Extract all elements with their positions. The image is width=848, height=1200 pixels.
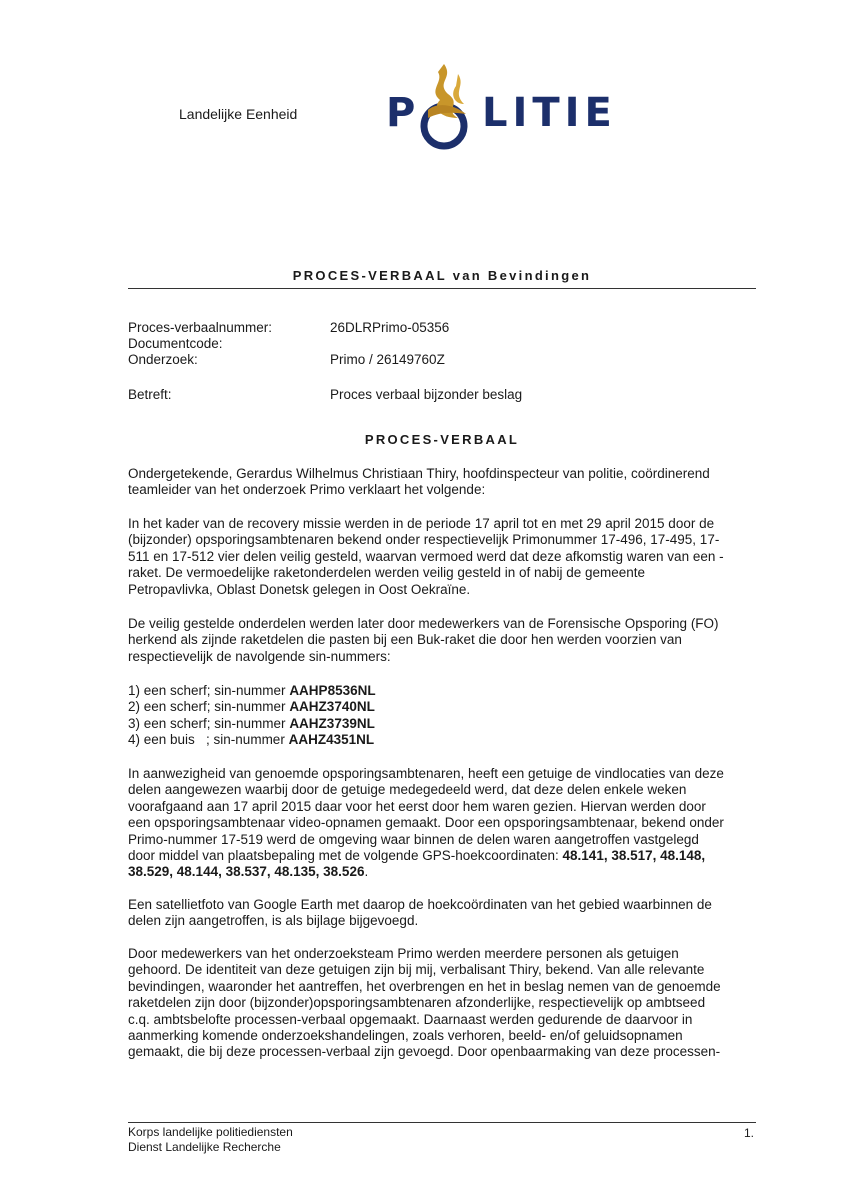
text-line: delen aangewezen waarbij door de getuige medegedeeld werd, dat deze delen enkele weken [128,782,687,798]
paragraph-fo [128,616,758,665]
onderzoek-label: Onderzoek: [128,352,198,367]
footer-rule [128,1122,756,1123]
flame-emblem-icon [414,60,484,152]
list-item: 4) een buis ; sin-nummer AAHZ4351NL [128,732,375,748]
text-line: raketdelen zijn door (bijzonder)opsporingsambtenaren afzonderlijke, respectievelijk op ambtseed [128,995,706,1011]
text-line: 511 en 17-512 vier delen veilig gesteld, waarvan vermoed werd dat deze afkomstig waren van een - [128,548,724,564]
text-line: door middel van plaatsbepaling met de volgende GPS-hoekcoordinaten: 48.141, 38.517, 48.148, [128,848,706,864]
footer-org [128,1125,293,1155]
list-item: 1) een scherf; sin-nummer AAHP8536NL [128,683,376,698]
sin-number-list [128,683,758,749]
text-line: Ondergetekende, Gerardus Wilhelmus Christiaan Thiry, hoofdinspecteur van politie, coördinerend [128,466,710,481]
text-line: bevindingen, waaronder het aantreffen, het overbrengen en het in beslag nemen van de genoemde [128,978,721,994]
politie-logo [386,60,626,152]
text-line: c.q. ambtsbelofte processen-verbaal opgemaakt. Daarnaast werden gedurende de daarvoor in [128,1011,693,1027]
betreft-value: Proces verbaal bijzonder beslag [330,387,523,402]
onderzoek-value: Primo / 26149760Z [330,352,445,367]
paragraph-intro [128,466,758,499]
text-line: aanmerking komende onderzoekshandelingen, zoals verhoren, beeld- en/of geluidsopnamen [128,1028,683,1044]
text-line: voorafgaand aan 17 april 2015 daar voor het eerst door hem waren gezien. Hiervan werden door [128,798,706,814]
document-title: PROCES-VERBAAL van Bevindingen [292,268,592,283]
list-item: 2) een scherf; sin-nummer AAHZ3740NL [128,699,375,715]
paragraph-recovery [128,516,758,598]
text-line: 38.529, 48.144, 38.537, 48.135, 38.526. [128,864,369,880]
text-line: Primo-nummer 17-519 werd de omgeving waar binnen de delen waren aangetroffen vastgelegd [128,831,699,847]
text-line: een opsporingsambtenaar video-opnamen gemaakt. Door een opsporingsambtenaar, bekend onder [128,815,724,831]
text-line: gemaakt, die bij deze processen-verbaal zijn gevoegd. Door openbaarmaking van deze processen- [128,1044,721,1060]
documentcode-label: Documentcode: [128,336,223,351]
list-item: 3) een scherf; sin-nummer AAHZ3739NL [128,715,375,731]
betreft-label: Betreft: [128,387,172,402]
text-line: Een satellietfoto van Google Earth met daarop de hoekcoördinaten van het gebied waarbinnen de [128,897,712,912]
text-line: respectievelijk de navolgende sin-nummers: [128,648,391,664]
pv-number-value: 26DLRPrimo-05356 [330,320,450,335]
text-line: Petropavlivka, Oblast Donetsk gelegen in Oost Oekraïne. [128,581,471,597]
paragraph-satellite [128,897,758,930]
unit-name: Landelijke Eenheid [179,106,298,122]
section-title: PROCES-VERBAAL [364,432,520,447]
logo-letters-litie: LITIE [482,90,617,136]
title-rule [128,288,756,289]
paragraph-team [128,946,758,1061]
pv-number-label: Proces-verbaalnummer: [128,320,273,335]
text-line: In aanwezigheid van genoemde opsporingsambtenaren, heeft een getuige de vindlocaties van deze [128,766,724,781]
page-number: 1. [744,1126,755,1140]
footer-line: Korps landelijke politiediensten [128,1125,293,1139]
text-line: In het kader van de recovery missie werden in de periode 17 april tot en met 29 april 2015 door de [128,516,715,531]
logo-letter-p: P [386,90,421,136]
text-line: Door medewerkers van het onderzoeksteam Primo werden meerdere personen als getuigen [128,946,679,961]
text-line: De veilig gestelde onderdelen werden later door medewerkers van de Forensische Opsporing (FO) [128,616,719,631]
text-line: teamleider van het onderzoek Primo verklaart het volgende: [128,482,486,498]
text-line: raket. De vermoedelijke raketonderdelen werden veilig gesteld in of nabij de gemeente [128,565,646,581]
text-line: delen zijn aangetroffen, is als bijlage bijgevoegd. [128,913,419,929]
footer-line: Dienst Landelijke Recherche [128,1140,281,1154]
text-line: herkend als zijnde raketdelen die pasten bij een Buk-raket die door hen werden voorzien van [128,632,682,648]
text-line: (bijzonder) opsporingsambtenaren bekend onder respectievelijk Primonummer 17-496, 17-495, 17- [128,532,720,548]
text-line: gehoord. De identiteit van deze getuigen zijn bij mij, verbalisant Thiry, bekend. Van alle relevante [128,962,705,978]
paragraph-witness [128,766,758,881]
